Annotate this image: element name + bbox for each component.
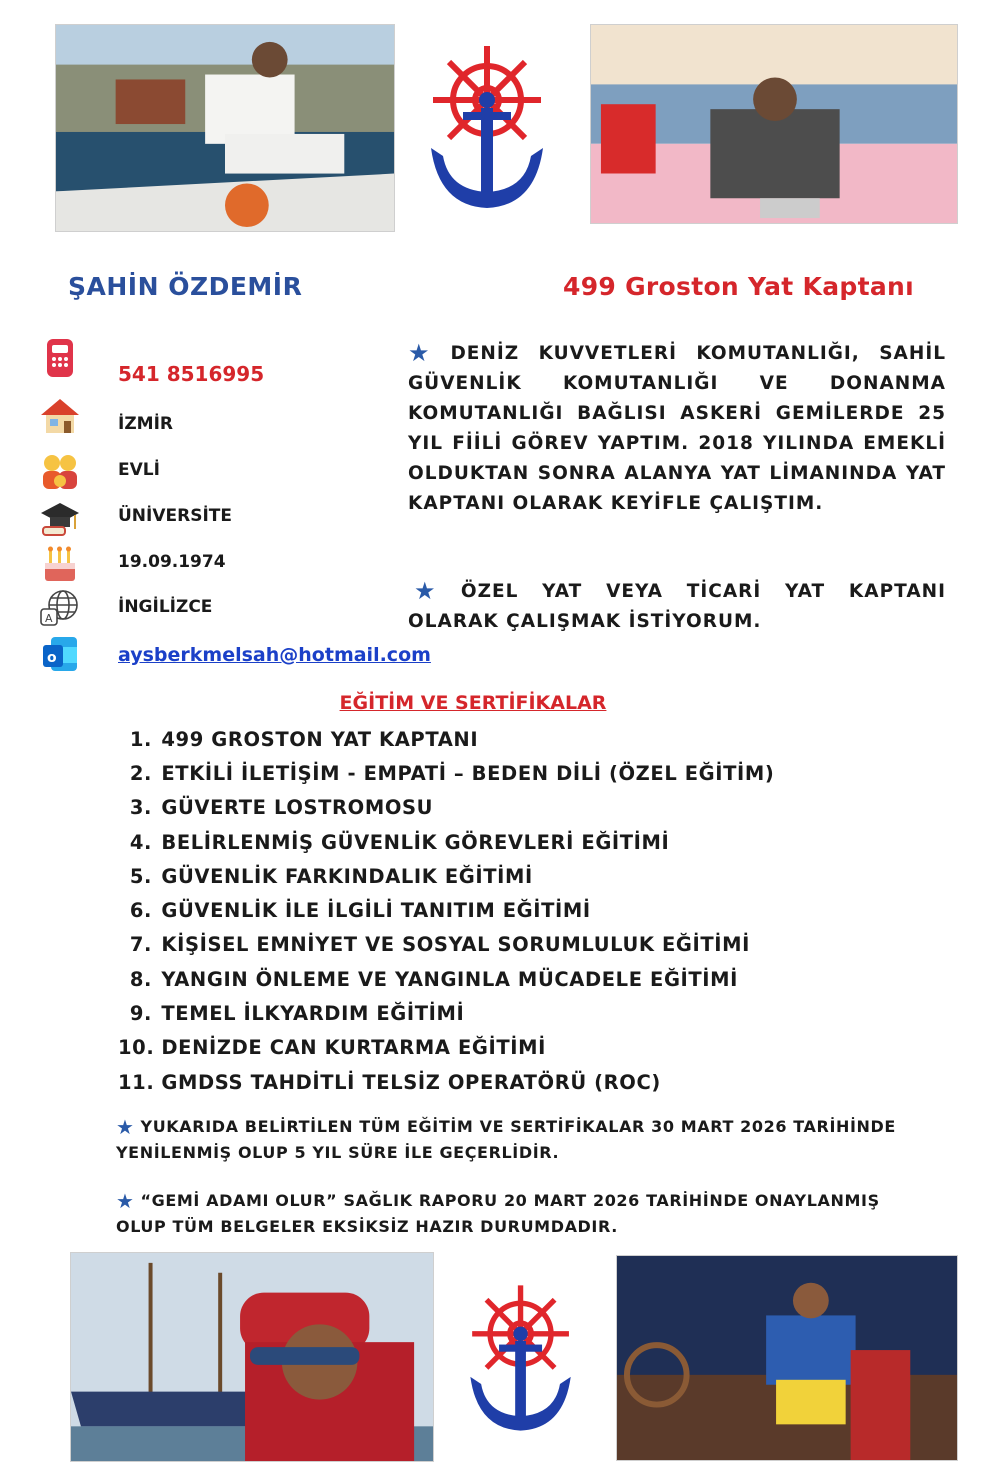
bio-paragraph-2 bbox=[408, 576, 946, 637]
info-phone bbox=[36, 336, 84, 380]
item-label: ETKİLİ İLETİŞİM - EMPATİ – BEDEN DİLİ (ÖZEL EĞİTİM) bbox=[161, 761, 775, 785]
email-link[interactable]: aysberkmelsah@hotmail.com bbox=[118, 644, 431, 666]
language-icon bbox=[36, 586, 84, 630]
item-number: 6. bbox=[129, 899, 152, 923]
item-number: 3. bbox=[129, 796, 152, 820]
item-label: YANGIN ÖNLEME VE YANGINLA MÜCADELE EĞİTİMİ bbox=[161, 967, 739, 991]
list-item bbox=[118, 791, 774, 825]
item-label: GMDSS TAHDİTLİ TELSİZ OPERATÖRÜ (ROC) bbox=[161, 1070, 661, 1094]
item-label: BELİRLENMİŞ GÜVENLİK GÖREVLERİ EĞİTİMİ bbox=[161, 830, 670, 854]
svg-text:o: o bbox=[47, 650, 57, 666]
info-language bbox=[36, 586, 84, 630]
photo-captain-gulet bbox=[70, 1252, 434, 1462]
list-item bbox=[118, 756, 774, 790]
list-item bbox=[118, 962, 774, 996]
bio-text-1: DENİZ KUVVETLERİ KOMUTANLIĞI, SAHİL GÜVENLİK KOMUTANLIĞI VE DONANMA KOMUTANLIĞI BAĞLISI ASKERİ GEMİLERDE 25 YIL FİİLİ GÖREV YAPTIM. 2018 YILINDA EMEKLİ OLDUKTAN SONRA ALANYA YAT LİMANINDA YAT KAPTANI OLARAK KEYİFLE ÇALIŞTIM. bbox=[408, 343, 946, 514]
list-item bbox=[118, 928, 774, 962]
job-title: 499 Groston Yat Kaptanı bbox=[563, 272, 914, 301]
city: İZMİR bbox=[118, 414, 173, 434]
anchor-wheel-icon bbox=[465, 1273, 577, 1443]
star-icon: ★ bbox=[116, 1189, 135, 1213]
bio-paragraph-1 bbox=[408, 338, 946, 519]
item-label: 499 GROSTON YAT KAPTANI bbox=[161, 727, 479, 751]
marital-status: EVLİ bbox=[118, 460, 160, 480]
list-item bbox=[118, 859, 774, 893]
photo-captain-flybridge bbox=[590, 24, 958, 224]
info-birthdate bbox=[36, 542, 84, 586]
item-number: 9. bbox=[129, 1002, 152, 1026]
certificates-heading: EĞİTİM VE SERTİFİKALAR bbox=[339, 692, 607, 714]
item-label: KİŞİSEL EMNİYET VE SOSYAL SORUMLULUK EĞİTİMİ bbox=[161, 933, 750, 957]
item-number: 10. bbox=[118, 1036, 155, 1060]
star-icon: ★ bbox=[414, 577, 453, 605]
item-number: 4. bbox=[129, 830, 152, 854]
list-item bbox=[118, 825, 774, 859]
item-number: 11. bbox=[118, 1070, 155, 1094]
info-marital bbox=[36, 450, 84, 494]
cake-icon bbox=[36, 542, 84, 586]
item-number: 8. bbox=[129, 967, 152, 991]
info-email bbox=[36, 632, 84, 676]
info-city bbox=[36, 394, 84, 438]
education: ÜNİVERSİTE bbox=[118, 506, 232, 526]
list-item bbox=[118, 1065, 774, 1099]
anchor-wheel-icon bbox=[425, 38, 550, 216]
info-education bbox=[36, 496, 84, 540]
svg-text:A: A bbox=[45, 612, 53, 625]
phone-icon bbox=[36, 336, 84, 380]
house-icon bbox=[36, 394, 84, 438]
item-number: 1. bbox=[129, 727, 152, 751]
outlook-icon bbox=[36, 632, 84, 676]
item-label: GÜVENLİK FARKINDALIK EĞİTİMİ bbox=[161, 864, 533, 888]
note-certificates-validity bbox=[116, 1114, 936, 1165]
item-number: 5. bbox=[129, 864, 152, 888]
star-icon: ★ bbox=[408, 339, 443, 367]
note-text-2: “GEMİ ADAMI OLUR” SAĞLIK RAPORU 20 MART 2026 TARİHİNDE ONAYLANMIŞ OLUP TÜM BELGELER EKSİKSİZ HAZIR DURUMDADIR. bbox=[116, 1191, 880, 1236]
family-icon bbox=[36, 450, 84, 494]
item-number: 7. bbox=[129, 933, 152, 957]
phone-number: 541 8516995 bbox=[118, 362, 265, 386]
photo-captain-boat-castle bbox=[55, 24, 395, 232]
item-label: GÜVENLİK İLE İLGİLİ TANITIM EĞİTİMİ bbox=[161, 899, 591, 923]
list-item bbox=[118, 722, 774, 756]
photo-captain-bridge bbox=[616, 1255, 958, 1461]
star-icon: ★ bbox=[116, 1115, 135, 1139]
item-label: GÜVERTE LOSTROMOSU bbox=[161, 796, 434, 820]
language: İNGİLİZCE bbox=[118, 597, 213, 617]
birthdate: 19.09.1974 bbox=[118, 552, 226, 572]
item-label: TEMEL İLKYARDIM EĞİTİMİ bbox=[161, 1002, 465, 1026]
list-item bbox=[118, 996, 774, 1030]
list-item bbox=[118, 1031, 774, 1065]
item-number: 2. bbox=[129, 761, 152, 785]
graduation-cap-icon bbox=[36, 496, 84, 540]
note-health-report bbox=[116, 1188, 936, 1239]
person-name: ŞAHİN ÖZDEMİR bbox=[68, 272, 303, 301]
list-item bbox=[118, 893, 774, 927]
note-text-1: YUKARIDA BELİRTİLEN TÜM EĞİTİM VE SERTİFİKALAR 30 MART 2026 TARİHİNDE YENİLENMİŞ OLUP 5 YIL SÜRE İLE GEÇERLİDİR. bbox=[116, 1117, 896, 1162]
item-label: DENİZDE CAN KURTARMA EĞİTİMİ bbox=[161, 1036, 546, 1060]
bio-text-2: ÖZEL YAT VEYA TİCARİ YAT KAPTANI OLARAK ÇALIŞMAK İSTİYORUM. bbox=[408, 581, 946, 632]
certificates-list bbox=[118, 722, 774, 1099]
